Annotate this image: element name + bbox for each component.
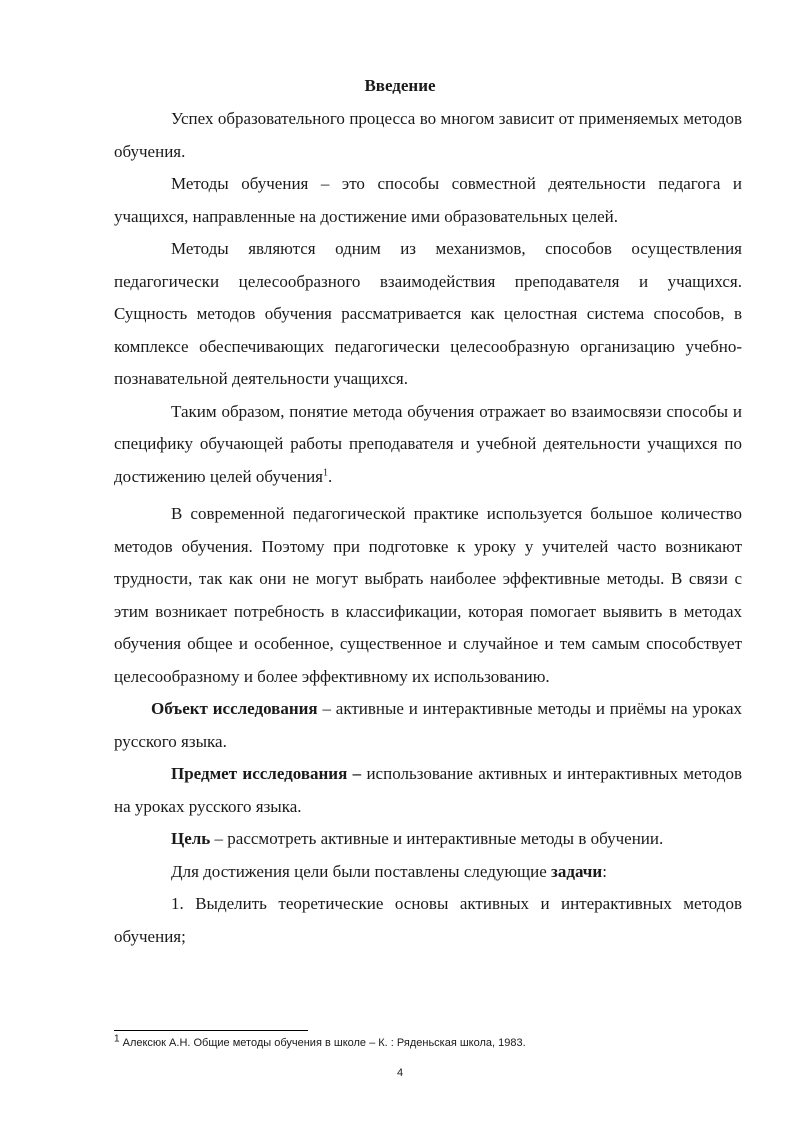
object-text: – активные и интерактивные методы и приёмы на уроках русского языка. bbox=[114, 699, 743, 751]
goal-label: Цель bbox=[171, 829, 211, 848]
section-title: Введение bbox=[364, 76, 436, 95]
tasks-intro-text: Для достижения цели были поставлены следующие bbox=[171, 861, 552, 881]
research-goal bbox=[114, 823, 742, 856]
paragraph: Методы являются одним из механизмов, способов осуществления педагогически целесообразного взаимодействия преподавателя и учащихся. Сущность методов обучения рассматривается как целостная система способов, в комплексе обеспечивающих педагогически целесообразную организацию учебно-познавательной деятельности учащихся. bbox=[114, 239, 742, 388]
footnote bbox=[114, 1033, 526, 1049]
paragraph: Успех образовательного процесса во многом зависит от применяемых методов обучения. bbox=[114, 109, 742, 161]
research-subject bbox=[114, 758, 742, 823]
paragraph-end: . bbox=[328, 466, 333, 486]
subject-label: Предмет исследования – bbox=[171, 764, 362, 783]
footnote-reference[interactable]: 1 bbox=[323, 466, 328, 478]
object-label: Объект исследования bbox=[151, 699, 318, 718]
research-object bbox=[114, 693, 742, 758]
tasks-label: задачи bbox=[551, 861, 603, 881]
task-item: 1. Выделить теоретические основы активных и интерактивных методов обучения; bbox=[114, 894, 742, 946]
paragraph: В современной педагогической практике используется большое количество методов обучения. Поэтому при подготовке к уроку у учителей часто возникают трудности, так как они не могут выбрать наиболее эффективные методы. В связи с этим возникает потребность в классификации, которая помогает выявить в методах обучения общее и особенное, существенное и случайное и тем самым способствует целесообразному и более эффективному их использованию. bbox=[114, 504, 742, 686]
paragraph-text: Таким образом, понятие метода обучения отражает во взаимосвязи способы и специфику обучающей работы преподавателя и учебной деятельности учащихся по достижению целей обучения bbox=[114, 401, 742, 486]
paragraph: Методы обучения – это способы совместной деятельности педагога и учащихся, направленные на достижение ими образовательных целей. bbox=[114, 174, 742, 226]
tasks-colon: : bbox=[602, 861, 607, 881]
tasks-intro bbox=[114, 856, 742, 889]
footnote-number: 1 bbox=[114, 1033, 120, 1045]
document-body bbox=[114, 103, 742, 953]
page-number: 4 bbox=[396, 1067, 404, 1079]
footnote-separator bbox=[114, 1030, 308, 1031]
footnote-text: Алексюк А.Н. Общие методы обучения в школе – К. : Ряденьская школа, 1983. bbox=[119, 1037, 526, 1049]
subject-text: использование активных и интерактивных методов на уроках русского языка. bbox=[114, 764, 742, 816]
goal-text: – рассмотреть активные и интерактивные методы в обучении. bbox=[210, 829, 664, 848]
paragraph bbox=[114, 396, 742, 494]
